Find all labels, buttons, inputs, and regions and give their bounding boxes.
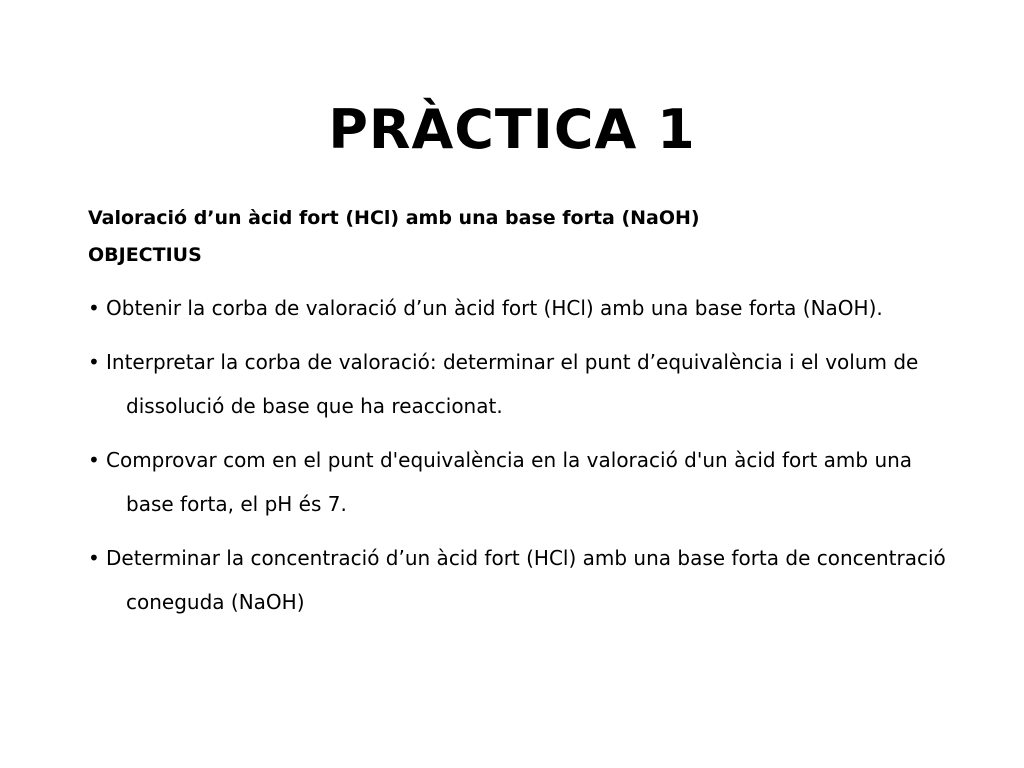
objective-text: Comprovar com en el punt d'equivalència en la valoració d'un àcid fort amb una base forta, el pH és 7.: [106, 448, 913, 516]
objective-item: [88, 438, 948, 526]
bullet-icon: •: [88, 350, 100, 374]
slide-title: PRÀCTICA 1: [328, 98, 696, 161]
bullet-icon: •: [88, 296, 100, 320]
objective-item: [88, 536, 948, 624]
bullet-icon: •: [88, 546, 100, 570]
objective-item: [88, 340, 948, 428]
objectives-heading: OBJECTIUS: [88, 244, 202, 266]
objective-item: [88, 286, 948, 330]
objectives-list: [88, 286, 948, 634]
objective-text: Determinar la concentració d’un àcid fort (HCl) amb una base forta de concentració coneguda (NaOH): [106, 546, 946, 614]
bullet-icon: •: [88, 448, 100, 472]
objective-text: Interpretar la corba de valoració: determinar el punt d’equivalència i el volum de dissolució de base que ha reaccionat.: [106, 350, 919, 418]
objective-text: Obtenir la corba de valoració d’un àcid fort (HCl) amb una base forta (NaOH).: [106, 296, 883, 320]
slide-subtitle: Valoració d’un àcid fort (HCl) amb una base forta (NaOH): [88, 207, 700, 229]
